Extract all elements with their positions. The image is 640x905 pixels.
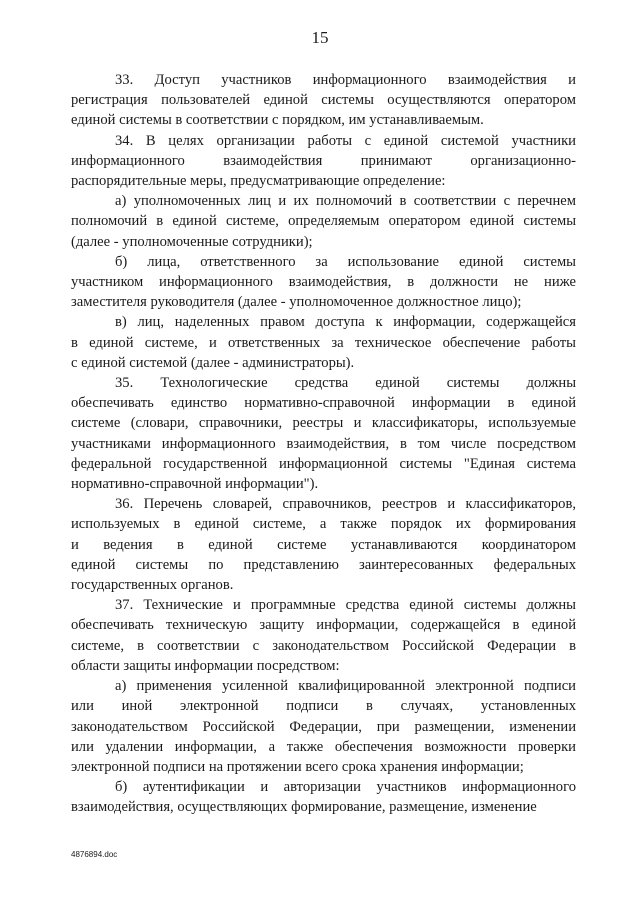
text-line: системе, в соответствии с законодательством Российской Федерации в xyxy=(71,637,576,654)
text-line: законодательством Российской Федерации, при размещении, изменении xyxy=(71,718,576,735)
paragraph-p34b xyxy=(71,252,576,313)
text-line: нормативно-справочной информации"). xyxy=(71,476,319,493)
paragraph-p33 xyxy=(71,70,576,131)
paragraph-p34a xyxy=(71,191,576,252)
text-line: б) аутентификации и авторизации участников информационного xyxy=(115,779,576,796)
text-line: области защиты информации посредством: xyxy=(71,657,340,674)
paragraph-p35 xyxy=(71,373,576,494)
text-line: взаимодействия, осуществляющих формирование, размещение, изменение xyxy=(71,799,537,816)
text-line: а) применения усиленной квалифицированной электронной подписи xyxy=(115,678,576,695)
document-body xyxy=(71,70,576,818)
text-line: заместителя руководителя (далее - уполномоченное должностное лицо); xyxy=(71,294,522,311)
text-line: регистрация пользователей единой системы осуществляются оператором xyxy=(71,92,576,109)
text-line: 36. Перечень словарей, справочников, реестров и классификаторов, xyxy=(115,496,576,513)
text-line: 34. В целях организации работы с единой системой участники xyxy=(115,132,576,149)
text-line: электронной подписи на протяжении всего срока хранения информации; xyxy=(71,758,524,775)
paragraph-p34c xyxy=(71,312,576,373)
text-line: или иной электронной подписи в случаях, установленных xyxy=(71,698,576,715)
text-line: с единой системой (далее - администраторы). xyxy=(71,354,355,371)
text-line: в единой системе, и ответственных за техническое обеспечение работы xyxy=(71,334,576,351)
paragraph-p36 xyxy=(71,494,576,595)
text-line: б) лица, ответственного за использование единой системы xyxy=(115,253,576,270)
paragraph-p34 xyxy=(71,131,576,192)
text-line: участниками информационного взаимодействия, в том числе посредством xyxy=(71,435,576,452)
text-line: используемых в единой системе, а также порядок их формирования xyxy=(71,516,576,533)
text-line: в) лиц, наделенных правом доступа к информации, содержащейся xyxy=(115,314,576,331)
text-line: или удалении информации, а также обеспечения возможности проверки xyxy=(71,738,576,755)
page-number: 15 xyxy=(311,28,329,47)
text-line: системе (словари, справочники, реестры и классификаторы, используемые xyxy=(71,415,576,432)
text-line: а) уполномоченных лиц и их полномочий в соответствии с перечнем xyxy=(115,193,576,210)
text-line: единой системы по представлению заинтересованных федеральных xyxy=(71,556,576,573)
text-line: 37. Технические и программные средства единой системы должны xyxy=(115,597,576,614)
text-line: федеральной государственной информационной системы "Единая система xyxy=(71,455,576,472)
paragraph-p37b xyxy=(71,777,576,817)
text-line: обеспечивать единство нормативно-справочной информации в единой xyxy=(71,395,576,412)
text-line: единой системы в соответствии с порядком, им устанавливаемым. xyxy=(71,112,484,129)
text-line: 35. Технологические средства единой системы должны xyxy=(115,375,576,392)
text-line: государственных органов. xyxy=(71,577,234,594)
text-line: 33. Доступ участников информационного взаимодействия и xyxy=(115,72,576,88)
text-line: обеспечивать техническую защиту информации, содержащейся в единой xyxy=(71,617,576,634)
text-line: участником информационного взаимодействия, в должности не ниже xyxy=(71,274,576,291)
text-line: и ведения в единой системе устанавливаются координатором xyxy=(71,536,576,553)
text-line: полномочий в единой системе, определяемым оператором единой системы xyxy=(71,213,576,230)
paragraph-p37a xyxy=(71,676,576,777)
text-line: (далее - уполномоченные сотрудники); xyxy=(71,233,313,250)
text-line: распорядительные меры, предусматривающие определение: xyxy=(71,173,446,190)
text-line: информационного взаимодействия принимают организационно- xyxy=(71,152,576,169)
document-file-code: 4876894.doc xyxy=(71,850,118,859)
paragraph-p37 xyxy=(71,595,576,676)
